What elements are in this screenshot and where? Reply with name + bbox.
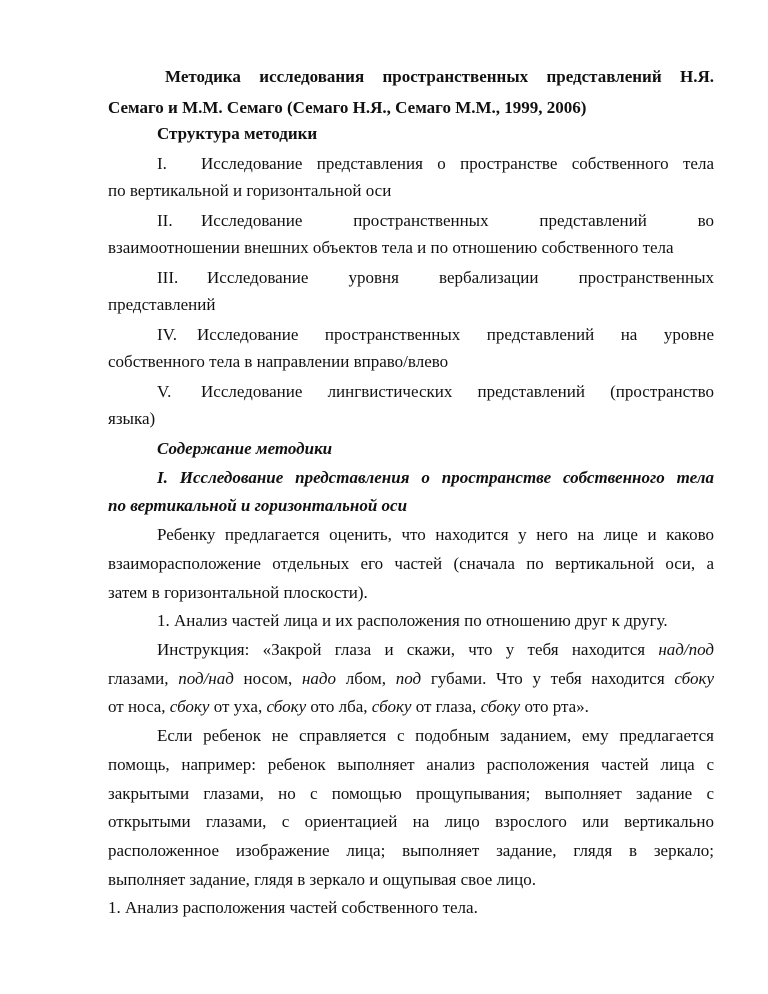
structure-item-2 [157, 210, 714, 232]
structure-item-4 [157, 324, 714, 346]
para-2-line-4: открытыми глазами, с ориентацией на лицо взрослого или вертикально [108, 812, 714, 831]
instruction-text-3f: сбоку [371, 697, 412, 716]
instruction-text-2c: носом, [233, 669, 302, 688]
instruction-text-2d: надо [301, 669, 337, 688]
instruction-text-3a: от носа, [108, 697, 170, 716]
structure-item-2-text: Исследование пространственных представлений во [201, 211, 714, 230]
instruction-text-2h: сбоку [674, 669, 714, 688]
structure-item-1-num: I. [157, 154, 167, 173]
structure-item-5-cont: языка) [108, 409, 156, 428]
instruction-text-3i: ото рта». [520, 697, 589, 716]
instruction-text-2e: лбом, [336, 669, 396, 688]
instruction-text-3b: сбоку [169, 697, 210, 716]
section-1-title-line-2: по вертикальной и горизонтальной оси [108, 496, 408, 515]
instruction-line-1 [157, 639, 714, 661]
para-2-line-6: выполняет задание, глядя в зеркало и ощупывая свое лицо. [108, 870, 537, 889]
instruction-text-2g: губами. Что у тебя находится [421, 669, 675, 688]
para-2-line-3: закрытыми глазами, но с помощью прощупывания; выполняет задание с [108, 784, 714, 803]
structure-item-5 [157, 381, 714, 403]
para-2-line-5: расположенное изображение лица; выполняет задание, глядя в зеркало; [108, 841, 714, 860]
instruction-text-2f: под [395, 669, 422, 688]
instruction-text-3d: сбоку [266, 697, 307, 716]
instruction-text-3g: от глаза, [411, 697, 481, 716]
structure-item-4-cont: собственного тела в направлении вправо/влево [108, 352, 449, 371]
instruction-text-2b: под/над [178, 669, 234, 688]
title-line-1: Методика исследования пространственных представлений Н.Я. [165, 67, 714, 86]
instruction-text-1b: над/под [658, 640, 714, 659]
para-1-line-3: затем в горизонтальной плоскости). [108, 583, 368, 602]
para-1-line-1: Ребенку предлагается оценить, что находится у него на лице и каково [157, 525, 714, 544]
structure-item-3-num: III. [157, 268, 179, 287]
list-item-1: 1. Анализ частей лица и их расположения по отношению друг к другу. [157, 611, 668, 630]
para-2-line-2: помощь, например: ребенок выполняет анализ расположения частей лица с [108, 755, 714, 774]
content-heading: Содержание методики [157, 439, 333, 458]
structure-item-3-cont: представлений [108, 295, 216, 314]
section-1-title-line-1: I. Исследование представления о пространстве собственного тела [157, 468, 714, 487]
structure-item-2-cont: взаимоотношении внешних объектов тела и по отношению собственного тела [108, 238, 674, 257]
para-1-line-2: взаиморасположение отдельных его частей (сначала по вертикальной оси, а [108, 554, 714, 573]
structure-item-2-num: II. [157, 211, 173, 230]
instruction-text-3e: ото лба, [306, 697, 372, 716]
list-item-2: 1. Анализ расположения частей собственного тела. [108, 898, 478, 917]
structure-item-5-text: Исследование лингвистических представлений (пространство [201, 382, 714, 401]
instruction-line-2 [108, 668, 714, 690]
structure-item-4-num: IV. [157, 325, 177, 344]
instruction-text-3c: от уха, [209, 697, 267, 716]
structure-item-4-text: Исследование пространственных представлений на уровне [197, 325, 714, 344]
title-line-2: Семаго и М.М. Семаго (Семаго Н.Я., Семаго М.М., 1999, 2006) [108, 98, 587, 117]
structure-item-1 [157, 153, 714, 175]
structure-item-3-text: Исследование уровня вербализации пространственных [207, 268, 714, 287]
structure-item-1-cont: по вертикальной и горизонтальной оси [108, 181, 392, 200]
instruction-text-2a: глазами, [108, 669, 179, 688]
structure-item-5-num: V. [157, 382, 172, 401]
instruction-text-1a: Инструкция: «Закрой глаза и скажи, что у тебя находится [157, 640, 659, 659]
para-2-line-1: Если ребенок не справляется с подобным заданием, ему предлагается [157, 726, 714, 745]
structure-item-1-text: Исследование представления о пространстве собственного тела [201, 154, 714, 173]
instruction-text-3h: сбоку [480, 697, 521, 716]
structure-item-3 [157, 267, 714, 289]
instruction-line-3 [108, 696, 714, 718]
structure-heading: Структура методики [157, 124, 318, 143]
